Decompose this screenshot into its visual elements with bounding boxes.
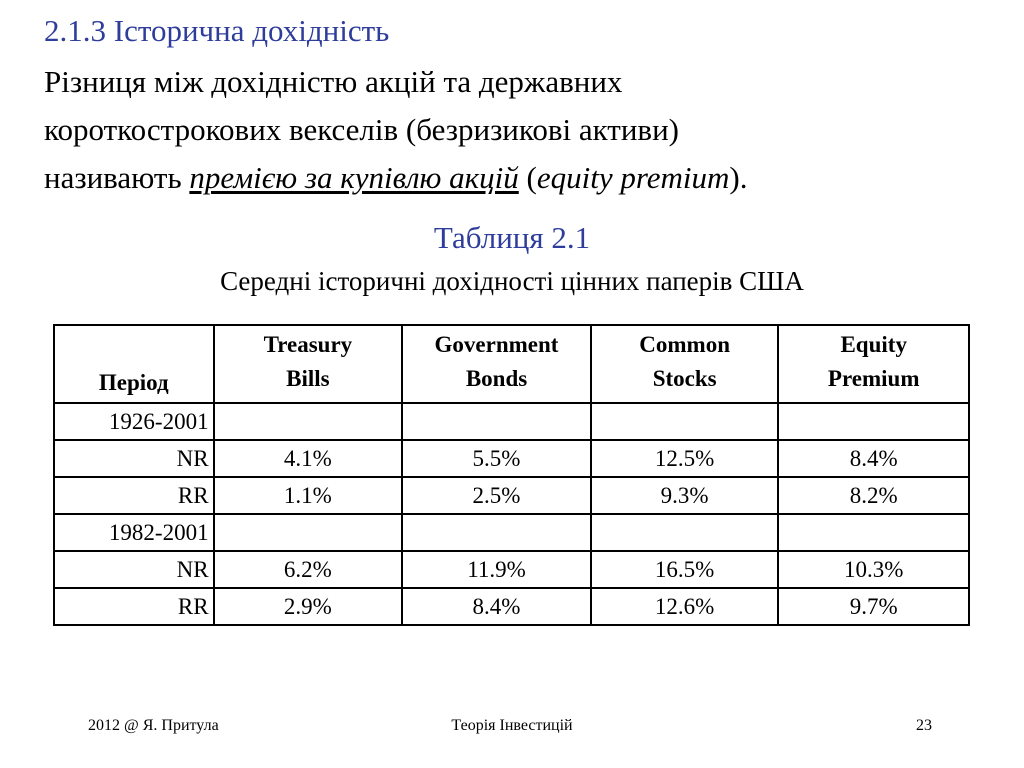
table-row bbox=[54, 551, 969, 588]
intro-line-1: Різниця між дохідністю акцій та державних bbox=[44, 64, 623, 99]
table-cell: 9.7% bbox=[778, 588, 969, 625]
table-cell: 2.9% bbox=[214, 588, 403, 625]
row-label: NR bbox=[54, 551, 214, 588]
table-row bbox=[54, 477, 969, 514]
footer-course-title: Теорія Інвестицій bbox=[451, 717, 573, 734]
page-number: 23 bbox=[916, 717, 932, 734]
table-row bbox=[54, 588, 969, 625]
table-row bbox=[54, 514, 969, 551]
table-cell: 9.3% bbox=[591, 477, 779, 514]
table-caption: Таблиця 2.1 bbox=[433, 220, 591, 255]
table-cell bbox=[402, 403, 591, 440]
intro-paragraph bbox=[44, 58, 984, 202]
table-cell: 1.1% bbox=[214, 477, 403, 514]
table-header-row bbox=[54, 325, 969, 403]
table-cell bbox=[402, 514, 591, 551]
header-government-bonds: Government Bonds bbox=[402, 325, 591, 403]
table-cell: 8.4% bbox=[402, 588, 591, 625]
row-label: RR bbox=[54, 588, 214, 625]
table-cell: 11.9% bbox=[402, 551, 591, 588]
footer-author: 2012 @ Я. Притула bbox=[88, 717, 219, 734]
table-cell bbox=[591, 514, 779, 551]
header-period: Період bbox=[54, 325, 214, 403]
slide-title: 2.1.3 Історична дохідність bbox=[44, 13, 390, 48]
intro-line-2: короткострокових векселів (безризикові активи) bbox=[44, 112, 679, 147]
table-cell bbox=[214, 514, 403, 551]
intro-line-3 bbox=[44, 154, 984, 202]
table-cell bbox=[591, 403, 779, 440]
table-row bbox=[54, 440, 969, 477]
table-cell: 8.2% bbox=[778, 477, 969, 514]
table-cell bbox=[214, 403, 403, 440]
table-cell: 12.5% bbox=[591, 440, 779, 477]
equity-premium-term-ukr: премією за купівлю акцій bbox=[189, 160, 519, 195]
row-label: 1982-2001 bbox=[54, 514, 214, 551]
row-label: 1926-2001 bbox=[54, 403, 214, 440]
equity-premium-term-eng: equity premium bbox=[536, 160, 730, 195]
row-label: RR bbox=[54, 477, 214, 514]
open-paren: ( bbox=[518, 160, 537, 195]
intro-line-3-prefix: називають bbox=[44, 160, 190, 195]
returns-table bbox=[53, 324, 970, 626]
close-paren: ). bbox=[729, 160, 748, 195]
table-cell bbox=[778, 403, 969, 440]
header-equity-premium: Equity Premium bbox=[778, 325, 969, 403]
table-cell: 6.2% bbox=[214, 551, 403, 588]
table-cell: 5.5% bbox=[402, 440, 591, 477]
table-row bbox=[54, 403, 969, 440]
table-cell bbox=[778, 514, 969, 551]
table-subtitle: Середні історичні дохідності цінних паперів США bbox=[220, 266, 804, 296]
header-treasury-bills: Treasury Bills bbox=[214, 325, 403, 403]
table-cell: 2.5% bbox=[402, 477, 591, 514]
table-cell: 10.3% bbox=[778, 551, 969, 588]
table-cell: 8.4% bbox=[778, 440, 969, 477]
header-common-stocks: Common Stocks bbox=[591, 325, 779, 403]
table-cell: 16.5% bbox=[591, 551, 779, 588]
row-label: NR bbox=[54, 440, 214, 477]
table-cell: 12.6% bbox=[591, 588, 779, 625]
table-cell: 4.1% bbox=[214, 440, 403, 477]
